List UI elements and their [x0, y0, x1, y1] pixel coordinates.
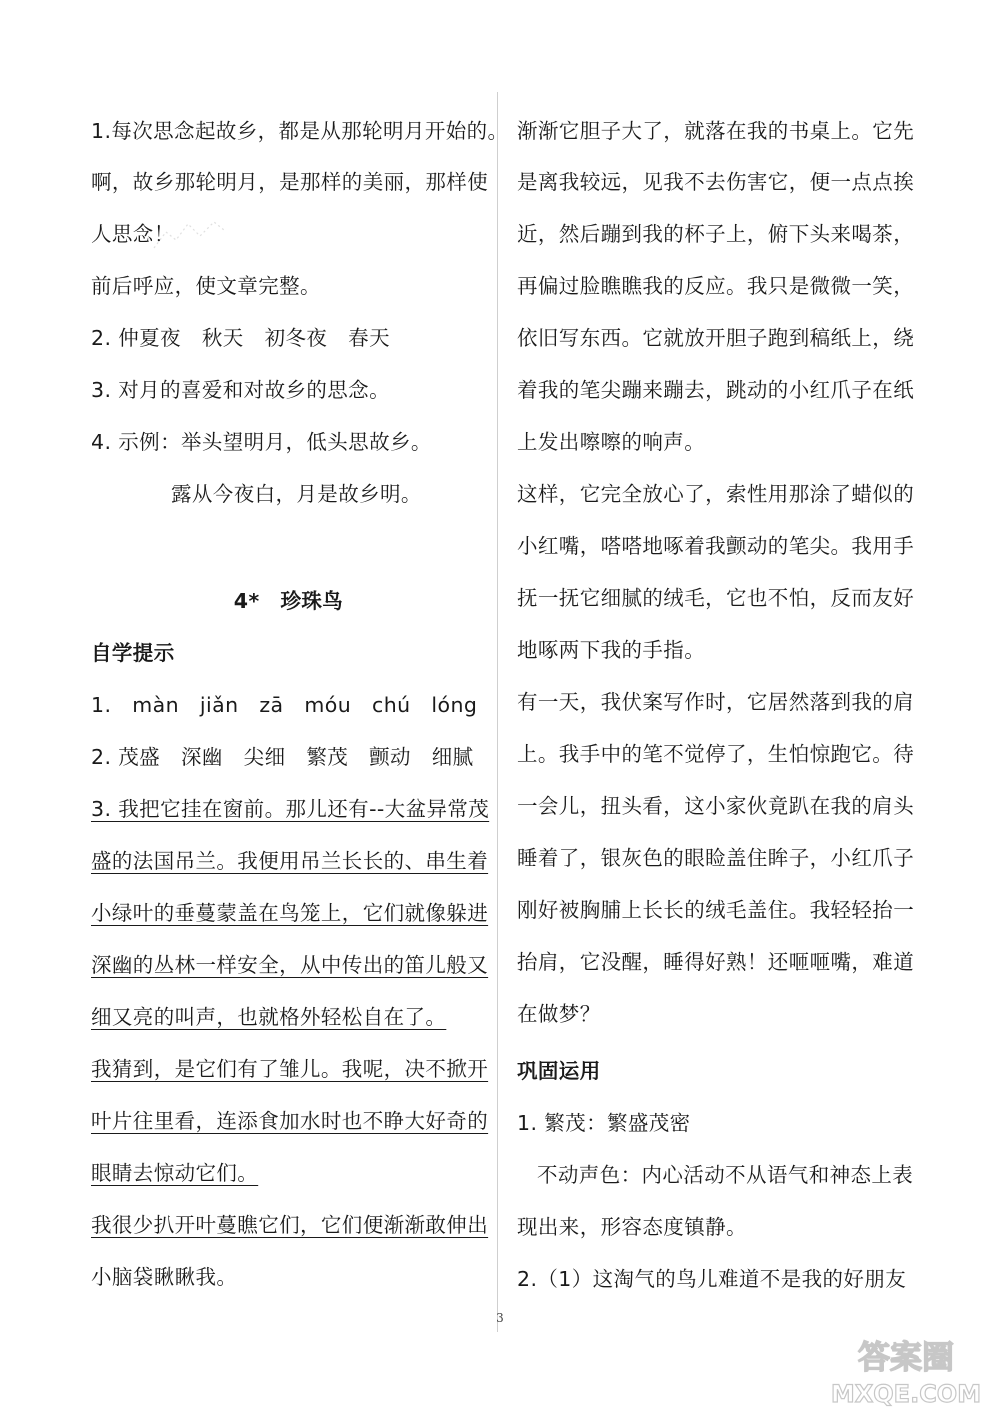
words-line: 2. 茂盛 深幽 尖细 繁茂 颤动 细腻: [91, 745, 474, 769]
passage-line: 依旧写东西。它就放开胆子跑到稿纸上，绕: [517, 326, 915, 350]
answer-line: 2. 仲夏夜 秋天 初冬夜 春天: [91, 326, 390, 350]
passage-line: 近，然后蹦到我的杯子上，俯下头来喝茶，: [517, 222, 915, 246]
passage-line: 小红嘴，嗒嗒地啄着我颤动的笔尖。我用手: [517, 534, 915, 558]
passage-line: 抚一抚它细腻的绒毛，它也不怕，反而友好: [517, 586, 915, 610]
passage-line: 地啄两下我的手指。: [517, 638, 706, 662]
passage-line: 睡着了，银灰色的眼睑盖住眸子，小红爪子: [517, 846, 915, 870]
passage-line: 渐渐它胆子大了，就落在我的书桌上。它先: [517, 119, 915, 143]
watermark-title: 答案圈: [857, 1338, 955, 1376]
answer-line: 现出来，形容态度镇静。: [517, 1215, 747, 1239]
answer-line: 1.每次思念起故乡，都是从那轮明月开始的。: [91, 119, 509, 143]
passage-line: 上。我手中的笔不觉停了，生怕惊跑它。待: [517, 742, 915, 766]
quote-line: 我很少扒开叶蔓瞧它们，它们便渐渐敢伸出: [91, 1213, 489, 1237]
quote-line: 小脑袋瞅瞅我。: [91, 1265, 238, 1289]
quote-line: 小绿叶的垂蔓蒙盖在鸟笼上，它们就像躲进: [91, 901, 489, 925]
passage-line: 再偏过脸瞧瞧我的反应。我只是微微一笑，: [517, 274, 915, 298]
passage-line: 有一天，我伏案写作时，它居然落到我的肩: [517, 690, 915, 714]
passage-line: 抬肩，它没醒，睡得好熟！还咂咂嘴，难道: [517, 950, 915, 974]
answer-line: 4. 示例：举头望明月，低头思故乡。: [91, 430, 432, 454]
answer-line: 前后呼应，使文章完整。: [91, 274, 321, 298]
column-divider: [497, 92, 498, 1332]
quote-line: 眼睛去惊动它们。: [91, 1161, 259, 1185]
pinyin-line: 1. màn jiǎn zā móu chú lóng: [91, 693, 478, 717]
pen-mark-icon: [150, 218, 230, 254]
lesson-title: 4* 珍珠鸟: [233, 589, 344, 613]
passage-line: 是离我较远，见我不去伤害它，便一点点挨: [517, 170, 915, 194]
poem-line: 露从今夜白，月是故乡明。: [171, 482, 422, 506]
answer-line: 人思念！: [91, 222, 175, 246]
passage-line: 在做梦？: [517, 1002, 601, 1026]
quote-line: 盛的法国吊兰。我便用吊兰长长的、串生着: [91, 849, 489, 873]
answer-line: 1. 繁茂：繁盛茂密: [517, 1111, 691, 1135]
section-title: 巩固运用: [517, 1059, 601, 1083]
passage-line: 刚好被胸脯上长长的绒毛盖住。我轻轻抬一: [517, 898, 915, 922]
quote-line: 我猜到，是它们有了雏儿。我呢，决不掀开: [91, 1057, 489, 1081]
passage-line: 一会儿，扭头看，这小家伙竟趴在我的肩头: [517, 794, 915, 818]
passage-line: 着我的笔尖蹦来蹦去，跳动的小红爪子在纸: [517, 378, 915, 402]
quote-line: 深幽的丛林一样安全，从中传出的笛儿般又: [91, 953, 489, 977]
section-title: 自学提示: [91, 641, 175, 665]
quote-line: 叶片往里看，连添食加水时也不睁大好奇的: [91, 1109, 489, 1133]
quote-line: 细又亮的叫声，也就格外轻松自在了。: [91, 1005, 447, 1029]
answer-line: 不动声色：内心活动不从语气和神态上表: [537, 1163, 914, 1187]
watermark-logo: [820, 1332, 992, 1408]
passage-line: 这样，它完全放心了，索性用那涂了蜡似的: [517, 482, 915, 506]
answer-line: 3. 对月的喜爱和对故乡的思念。: [91, 378, 390, 402]
quote-line: 3. 我把它挂在窗前。那儿还有--大盆异常茂: [91, 797, 490, 821]
page-number: 3: [496, 1311, 504, 1325]
answer-line: 2.（1）这淘气的鸟儿难道不是我的好朋友: [517, 1267, 907, 1291]
answer-line: 啊，故乡那轮明月，是那样的美丽，那样使: [91, 170, 489, 194]
passage-line: 上发出嚓嚓的响声。: [517, 430, 706, 454]
watermark-url: MXQE.COM: [830, 1380, 982, 1408]
